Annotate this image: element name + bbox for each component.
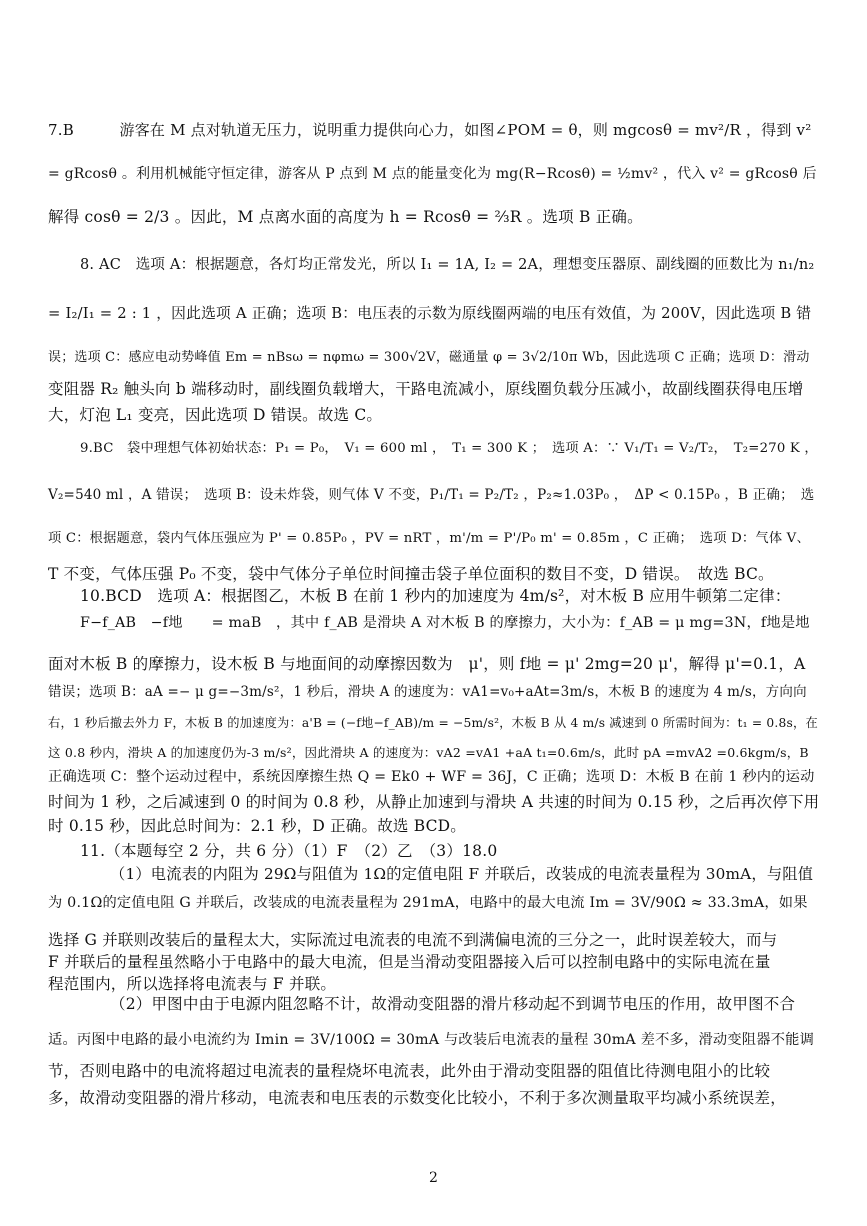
text-line: 10.BCD 选项 A：根据图乙，木板 B 在前 1 秒内的加速度为 4m/s²，对木板 B 应用牛顿第二定律： — [80, 587, 791, 605]
text-line: 变阻器 R₂ 触头向 b 端移动时，副线圈负载增大，干路电流减小，原线圈负载分压减小，故副线圈获得电压增 — [48, 380, 804, 398]
text-line: 多，故滑动变阻器的滑片移动，电流表和电压表的示数变化比较小，不利于多次测量取平均减小系统误差， — [48, 1089, 786, 1107]
page-number: 2 — [429, 1170, 438, 1186]
text-line: 7.B 游客在 M 点对轨道无压力，说明重力提供向心力，如图∠POM = θ，则 mgcosθ = mv²/R ，得到 v² — [48, 121, 812, 139]
text-line: 适。丙图中电路的最小电流约为 Imin = 3V/100Ω = 30mA 与改装后电流表的量程 30mA 差不多，滑动变阻器不能调 — [48, 1032, 815, 1048]
text-line: （2）甲图中由于电源内阻忽略不计，故滑动变阻器的滑片移动起不到调节电压的作用，故甲图不合 — [110, 995, 796, 1013]
text-line: 正确选项 C：整个运动过程中，系统因摩擦生热 Q = Ek0 + WF = 36J，C 正确；选项 D：木板 B 在前 1 秒内的运动 — [48, 769, 815, 785]
text-line: 大，灯泡 L₁ 变亮，因此选项 D 错误。故选 C。 — [48, 406, 383, 424]
text-line: 项 C：根据题意，袋内气体压强应为 P' = 0.85P₀ ，PV = nRT ，m'/m = P'/P₀ m' = 0.85m ，C 正确； 选项 D：气体 V、 — [48, 531, 810, 546]
text-line: = I₂/I₁ = 2 : 1 ，因此选项 A 正确；选项 B：电压表的示数为原线圈两端的电压有效值，为 200V，因此选项 B 错 — [48, 305, 812, 322]
text-line: 节，否则电路中的电流将超过电流表的量程烧坏电流表，此外由于滑动变阻器的阻值比待测电阻小的比较 — [48, 1062, 771, 1080]
text-line: T 不变，气体压强 P₀ 不变，袋中气体分子单位时间撞击袋子单位面积的数目不变，D 错误。 故选 BC。 — [48, 565, 774, 583]
text-line: 时间为 1 秒，之后减速到 0 的时间为 0.8 秒，从静止加速到与滑块 A 共速的时间为 0.15 秒，之后再次停下用 — [48, 793, 820, 811]
text-line: F 并联后的量程虽然略小于电路中的最大电流，但是当滑动变阻器接入后可以控制电路中的实际电流在量 — [48, 953, 771, 971]
text-line: 11.（本题每空 2 分，共 6 分）（1）F （2）乙 （3）18.0 — [80, 842, 498, 860]
text-line: 解得 cosθ = 2/3 。因此，M 点离水面的高度为 h = Rcosθ = ⅔R 。选项 B 正确。 — [48, 208, 643, 226]
text-line: 时 0.15 秒，因此总时间为：2.1 秒，D 正确。故选 BCD。 — [48, 817, 466, 835]
text-line: V₂=540 ml ，A 错误； 选项 B：设未炸袋，则气体 V 不变，P₁/T₁ = P₂/T₂ ，P₂≈1.03P₀ ， ΔP < 0.15P₀ ，B 正确； 选 — [48, 487, 815, 503]
text-line: 错误；选项 B：aA =− μ g=−3m/s²，1 秒后，滑块 A 的速度为：vA1=v₀+aAt=3m/s，木板 B 的速度为 4 m/s，方向向 — [48, 684, 807, 700]
text-line: 程范围内，所以选择将电流表与 F 并联。 — [48, 975, 337, 993]
text-line: （1）电流表的内阻为 29Ω与阻值为 1Ω的定值电阻 F 并联后，改装成的电流表量程为 30mA，与阻值 — [110, 865, 814, 883]
text-line: 误；选项 C：感应电动势峰值 Em = nBsω = nφmω = 300√2V，磁通量 φ = 3√2/10π Wb，因此选项 C 正确；选项 D：滑动 — [48, 350, 810, 365]
text-line: F−f_AB −f地 = maB ，其中 f_AB 是滑块 A 对木板 B 的摩擦力，大小为：f_AB = μ mg=3N，f地是地 — [80, 615, 810, 631]
text-line: 这 0.8 秒内，滑块 A 的加速度仍为-3 m/s²，因此滑块 A 的速度为：vA2 =vA1 +aA t₁=0.6m/s，此时 pA =mvA2 =0.6kgm/s，B — [48, 745, 809, 760]
text-line: 选择 G 并联则改装后的量程太大，实际流过电流表的电流不到满偏电流的三分之一，此时误差较大，而与 — [48, 931, 778, 949]
text-line: 8. AC 选项 A：根据题意，各灯均正常发光，所以 I₁ = 1A, I₂ = 2A，理想变压器原、副线圈的匝数比为 n₁/n₂ — [80, 257, 815, 273]
text-line: = gRcosθ 。利用机械能守恒定律，游客从 P 点到 M 点的能量变化为 mg(R−Rcosθ) = ½mv² ，代入 v² = gRcosθ 后 — [48, 166, 817, 182]
text-line: 9.BC 袋中理想气体初始状态：P₁ = P₀， V₁ = 600 ml ， T₁ = 300 K ； 选项 A：∵ V₁/T₁ = V₂/T₂， T₂=270 K ， — [80, 441, 818, 456]
text-line: 为 0.1Ω的定值电阻 G 并联后，改装成的电流表量程为 291mA，电路中的最大电流 Im = 3V/90Ω ≈ 33.3mA，如果 — [48, 895, 808, 911]
text-line: 右，1 秒后撤去外力 F，木板 B 的加速度为：a'B = (−f地−f_AB)/m = −5m/s²，木板 B 从 4 m/s 减速到 0 所需时间为：t₁ = 0.8s，在 — [48, 716, 818, 730]
text-line: 面对木板 B 的摩擦力，设木板 B 与地面间的动摩擦因数为 μ'，则 f地 = μ' 2mg=20 μ'，解得 μ'=0.1，A — [48, 655, 806, 673]
